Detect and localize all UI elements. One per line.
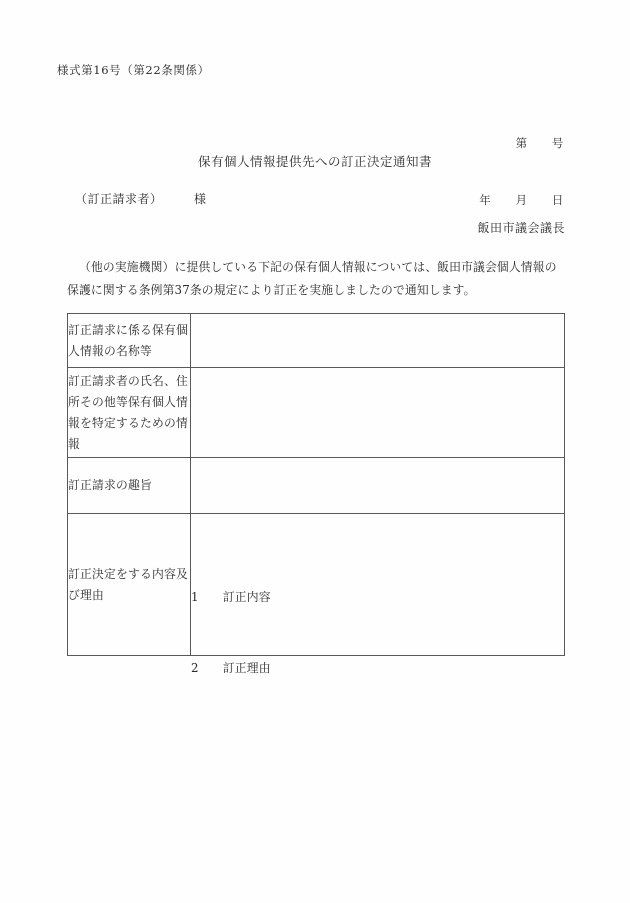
row-label-requester-identity: 訂正請求者の氏名、住所その他等保有個人情報を特定するための情報 — [68, 368, 191, 458]
row-value-request-purpose[interactable] — [191, 458, 565, 514]
table-row — [68, 314, 565, 368]
form-table — [67, 313, 565, 675]
form-number: 様式第16号（第22条関係） — [57, 63, 210, 77]
document-date-line: 年 月 日 — [479, 193, 564, 207]
table-row — [68, 368, 565, 458]
document-title: 保有個人情報提供先への訂正決定通知書 — [197, 154, 432, 169]
addressee-line: （訂正請求者） 様 — [75, 192, 207, 206]
row-value-decision-content-reason[interactable] — [191, 514, 565, 675]
table-row — [68, 458, 565, 514]
row-label-decision-content-reason: 訂正決定をする内容及び理由 — [68, 514, 191, 656]
row-value-requester-identity[interactable] — [191, 368, 565, 458]
decision-item-2: 2 訂正理由 — [191, 660, 271, 675]
decision-item-1: 1 訂正内容 — [191, 589, 271, 604]
body-paragraph — [67, 256, 567, 302]
row-value-subject-name[interactable] — [191, 314, 565, 368]
table-row — [68, 514, 565, 656]
issuer-name: 飯田市議会議長 — [477, 221, 565, 235]
document-number-line: 第 号 — [515, 136, 564, 150]
row-label-request-purpose: 訂正請求の趣旨 — [68, 458, 191, 514]
body-line-1: （他の実施機関）に提供している下記の保有個人情報については、飯田市議会個人情報の保護 — [67, 260, 557, 297]
row-label-subject-name: 訂正請求に係る保有個人情報の名称等 — [68, 314, 191, 368]
body-line-2: に関する条例第37条の規定により訂正を実施しましたので通知します。 — [90, 283, 476, 297]
